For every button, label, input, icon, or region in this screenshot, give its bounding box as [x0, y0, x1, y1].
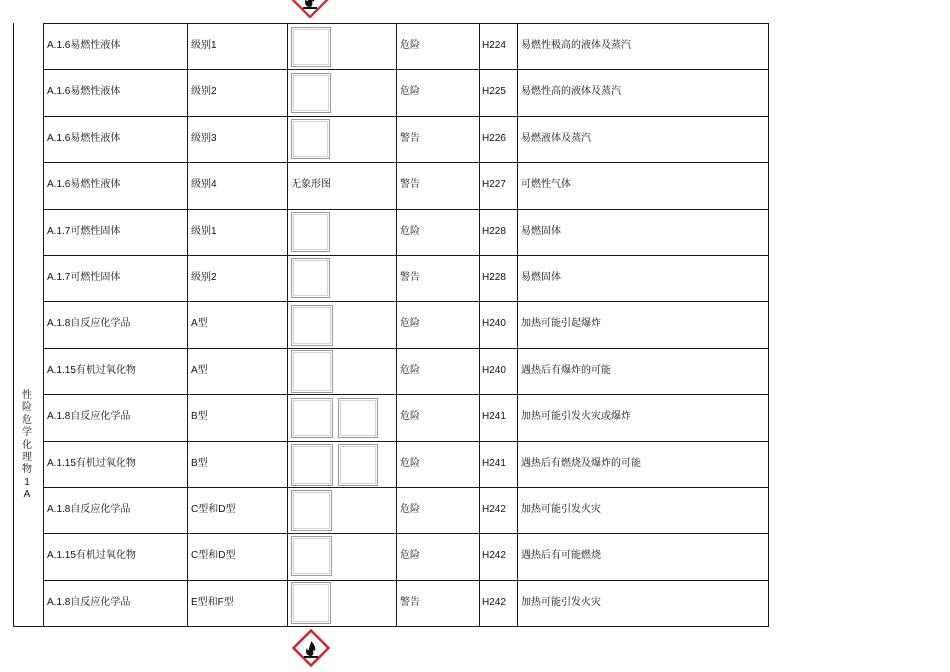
hazard-class-cell: A 型 — [191, 365, 208, 376]
hazard-code-cell: H225 — [482, 86, 506, 97]
grid-line — [187, 23, 188, 627]
flame-pictogram-icon-bottom — [292, 629, 330, 667]
hazard-category-cell: A.1.7 可燃性固体 — [47, 272, 121, 283]
hazard-code-cell: H228 — [482, 226, 506, 237]
hazard-category-cell: A.1.6 易燃性液体 — [47, 86, 121, 97]
grid-line — [768, 23, 769, 627]
hazard-statement-cell: 可燃性气体 — [521, 179, 571, 190]
pictogram-frame — [293, 75, 329, 111]
grid-line — [479, 23, 480, 627]
pictogram-placeholder-image — [291, 305, 333, 346]
hazard-statement-cell: 加热可能引发火灾 — [521, 597, 601, 608]
side-label-char: 1 — [24, 476, 30, 488]
signal-word-cell: 危险 — [400, 86, 420, 97]
pictogram-placeholder-image — [291, 27, 331, 67]
flame-pictogram-icon-top — [291, 0, 329, 18]
hazard-class-cell: E 型和 F 型 — [191, 597, 234, 608]
hazard-code-cell: H227 — [482, 179, 506, 190]
hazard-class-cell: 级别 3 — [191, 133, 217, 144]
pictogram-placeholder-image — [291, 536, 332, 576]
signal-word-cell: 警告 — [400, 597, 420, 608]
hazard-statement-cell: 遇热后有燃烧及爆炸的可能 — [521, 458, 641, 469]
pictogram-placeholder-image — [291, 258, 330, 298]
grid-line — [287, 23, 288, 627]
side-label-char: 学 — [22, 427, 32, 439]
pictogram-placeholder-image — [291, 73, 331, 113]
hazard-class-cell: 级别 1 — [191, 40, 217, 51]
hazard-category-cell: A.1.15 有机过氧化物 — [47, 550, 136, 561]
side-label-char: A — [23, 489, 31, 501]
hazard-code-cell: H242 — [482, 550, 506, 561]
hazard-code-cell: H241 — [482, 458, 506, 469]
pictogram-frame — [340, 400, 376, 436]
hazard-statement-cell: 易燃性高的液体及蒸汽 — [521, 86, 621, 97]
pictogram-placeholder-image — [291, 350, 333, 393]
hazard-class-cell: 级别 2 — [191, 86, 217, 97]
pictogram-placeholder-image — [291, 444, 333, 486]
hazard-class-cell: B 型 — [191, 458, 208, 469]
hazard-class-cell: 级别 1 — [191, 226, 217, 237]
side-label-char: 理 — [22, 452, 32, 464]
hazard-code-cell: H242 — [482, 504, 506, 515]
side-label-char: 性 — [22, 390, 32, 401]
pictogram-placeholder-image — [291, 212, 330, 252]
hazard-statement-cell: 易燃性极高的液体及蒸汽 — [521, 40, 631, 51]
hazard-category-cell: A.1.8 自反应化学品 — [47, 504, 131, 515]
hazard-class-cell: C 型和 D 型 — [191, 504, 236, 515]
hazard-code-cell: H224 — [482, 40, 506, 51]
hazard-category-cell: A.1.6 易燃性液体 — [47, 40, 121, 51]
hazard-code-cell: H228 — [482, 272, 506, 283]
hazard-code-cell: H242 — [482, 597, 506, 608]
hazard-class-cell: B 型 — [191, 411, 208, 422]
side-label-char: 险 — [22, 402, 32, 414]
grid-line — [13, 626, 43, 627]
pictogram-placeholder-image — [291, 582, 331, 624]
pictogram-frame — [293, 584, 329, 622]
hazard-class-cell: A 型 — [191, 318, 208, 329]
grid-line — [396, 23, 397, 627]
side-category-label — [20, 390, 34, 502]
pictogram-frame — [293, 352, 331, 391]
grid-line — [517, 23, 518, 627]
grid-line — [13, 23, 14, 627]
pictogram-frame — [293, 29, 329, 65]
pictogram-frame — [293, 446, 331, 484]
hazard-class-cell: C 型和 D 型 — [191, 550, 236, 561]
hazard-statement-cell: 遇热后有爆炸的可能 — [521, 365, 611, 376]
hazard-category-cell: A.1.8 自反应化学品 — [47, 318, 131, 329]
signal-word-cell: 警告 — [400, 133, 420, 144]
pictogram-frame — [293, 307, 331, 344]
hazard-code-cell: H240 — [482, 318, 506, 329]
pictogram-placeholder-image — [338, 444, 378, 486]
signal-word-cell: 危险 — [400, 504, 420, 515]
pictogram-frame — [340, 446, 376, 484]
hazard-class-cell: 级别 4 — [191, 179, 217, 190]
hazard-category-cell: A.1.7 可燃性固体 — [47, 226, 121, 237]
side-label-char: 物 — [22, 464, 32, 476]
signal-word-cell: 危险 — [400, 550, 420, 561]
signal-word-cell: 危险 — [400, 226, 420, 237]
side-label-char: 危 — [22, 414, 32, 426]
hazard-statement-cell: 加热可能引发火灾或爆炸 — [521, 411, 631, 422]
hazard-statement-cell: 易燃液体及蒸汽 — [521, 133, 591, 144]
pictogram-text-cell: 无象形图 — [291, 179, 331, 190]
pictogram-frame — [293, 214, 328, 250]
hazard-class-cell: 级别 2 — [191, 272, 217, 283]
hazard-category-cell: A.1.15 有机过氧化物 — [47, 365, 136, 376]
hazard-category-cell: A.1.8 自反应化学品 — [47, 411, 131, 422]
signal-word-cell: 危险 — [400, 411, 420, 422]
grid-line — [43, 626, 769, 627]
pictogram-frame — [293, 260, 328, 296]
hazard-statement-cell: 加热可能引发火灾 — [521, 504, 601, 515]
hazard-statement-cell: 遇热后有可能燃烧 — [521, 550, 601, 561]
hazard-statement-cell: 易燃固体 — [521, 272, 561, 283]
hazard-category-cell: A.1.6 易燃性液体 — [47, 179, 121, 190]
hazard-category-cell: A.1.6 易燃性液体 — [47, 133, 121, 144]
pictogram-frame — [293, 400, 331, 436]
signal-word-cell: 警告 — [400, 179, 420, 190]
hazard-statement-cell: 易燃固体 — [521, 226, 561, 237]
hazard-category-cell: A.1.15 有机过氧化物 — [47, 458, 136, 469]
hazard-code-cell: H226 — [482, 133, 506, 144]
pictogram-frame — [293, 121, 328, 157]
signal-word-cell: 警告 — [400, 272, 420, 283]
hazard-code-cell: H240 — [482, 365, 506, 376]
pictogram-placeholder-image — [291, 119, 330, 159]
pictogram-placeholder-image — [291, 398, 333, 438]
signal-word-cell: 危险 — [400, 318, 420, 329]
hazard-category-cell: A.1.8 自反应化学品 — [47, 597, 131, 608]
signal-word-cell: 危险 — [400, 365, 420, 376]
pictogram-frame — [293, 492, 330, 529]
pictogram-placeholder-image — [291, 490, 332, 531]
pictogram-placeholder-image — [338, 398, 378, 438]
side-label-char: 化 — [22, 439, 32, 451]
hazard-code-cell: H241 — [482, 411, 506, 422]
hazard-statement-cell: 加热可能引起爆炸 — [521, 318, 601, 329]
grid-line — [43, 23, 44, 627]
signal-word-cell: 危险 — [400, 458, 420, 469]
signal-word-cell: 危险 — [400, 40, 420, 51]
pictogram-frame — [293, 538, 330, 574]
